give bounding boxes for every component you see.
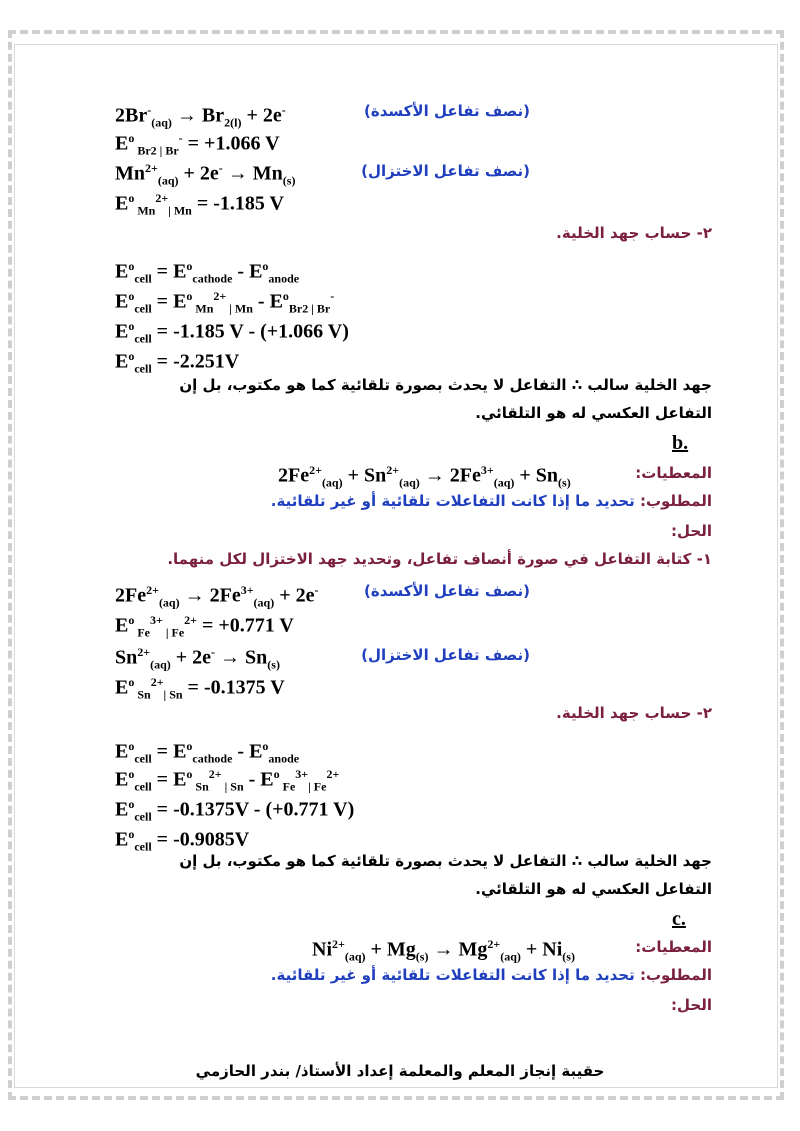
- step1-heading: ١- كتابة التفاعل في صورة أنصاف تفاعل، وتحديد جهد الاختزال لكل منهما.: [167, 550, 712, 568]
- cell-result-b: $E^o_{cell} = -0.9085V$: [115, 827, 250, 854]
- solution-label: الحل:: [671, 522, 712, 540]
- oxidation-label-b: (نصف تفاعل الأكسدة): [364, 582, 530, 600]
- cell-numeric-b: $E^o_{cell} = -0.1375V - (+0.771$ V): [115, 797, 355, 824]
- step2-heading: ٢- حساب جهد الخلية.: [556, 224, 712, 242]
- reduction-label: (نصف تفاعل الاختزال): [361, 162, 530, 180]
- required-line: المطلوب: تحديد ما إذا كانت التفاعلات تلقائية أو غير تلقائية.: [270, 492, 712, 510]
- oxidation-half-reaction-br: $2Br^-_{(aq)} \to Br_{2(l)} + 2e^-$: [115, 103, 286, 130]
- part-letter-c: c.: [672, 908, 686, 930]
- cell-substitution-b: $E^o_{cell} = E^o$ $_{Sn}^{2+}$ $_{| Sn} - E^o$ $_{Fe}^{3+}_{| Fe}^{2+}$: [115, 767, 340, 794]
- given-label-c: المعطيات:: [635, 938, 712, 956]
- cell-formula-b: $E^o_{cell} = E^o_{cathode} - E^o_{anode}$: [115, 739, 300, 766]
- cell-substitution: $E^o_{cell} = E^o$ $_{Mn}^{2+}$ $_{| Mn} - E^o_{Br2 | Br}^-$: [115, 289, 335, 316]
- cell-numeric: $E^o_{cell} = -1.185$ V - (+1.066 V): [115, 319, 349, 346]
- conclusion-line2: التفاعل العكسي له هو التلقائي.: [475, 404, 712, 422]
- conclusion-line1: جهد الخلية سالب ∴ التفاعل لا يحدث بصورة تلقائية كما هو مكتوب، بل إن: [179, 376, 712, 394]
- given-equation-c: $Ni^{2+}_{(aq)} + Mg_{(s)} \to Mg^{2+}_{(aq)} + Ni_{(s)}$: [312, 937, 575, 964]
- part-letter-b: b.: [672, 432, 689, 454]
- e-br-value: $E^o$ $_{Br2 | Br}$- = +1.066 V: [115, 131, 280, 158]
- oxidation-label: (نصف تفاعل الأكسدة): [364, 102, 530, 120]
- e-mn-value: $E^o$ $_{Mn}^{2+}_{| Mn}$ = -1.185 V: [115, 191, 284, 218]
- reduction-half-reaction-sn: $Sn^{2+}_{(aq)} + 2e^- \to Sn_{(s)}$: [115, 645, 280, 672]
- e-sn-value: $E^o$ $_{Sn}^{2+}_{| Sn}$ = -0.1375 V: [115, 675, 285, 702]
- given-equation-b: $2Fe^{2+}_{(aq)} + Sn^{2+}_{(aq)} \to 2Fe^{3+}_{(aq)} + Sn_{(s)}$: [278, 463, 571, 490]
- required-line-c: المطلوب: تحديد ما إذا كانت التفاعلات تلقائية أو غير تلقائية.: [270, 966, 712, 984]
- step2-heading-b: ٢- حساب جهد الخلية.: [556, 704, 712, 722]
- reduction-label-b: (نصف تفاعل الاختزال): [361, 646, 530, 664]
- reduction-half-reaction-mn: $Mn^{2+}_{(aq)} + 2e^- \to Mn_{(s)}$: [115, 161, 296, 188]
- oxidation-half-reaction-fe: $2Fe^{2+}_{(aq)} \to 2Fe^{3+}_{(aq)} + 2e^-$: [115, 583, 319, 610]
- solution-label-c: الحل:: [671, 996, 712, 1014]
- given-label: المعطيات:: [635, 464, 712, 482]
- cell-formula: $E^o_{cell} = E^o_{cathode} - E^o_{anode}$: [115, 259, 300, 286]
- conclusion-line2-b: التفاعل العكسي له هو التلقائي.: [475, 880, 712, 898]
- conclusion-line1-b: جهد الخلية سالب ∴ التفاعل لا يحدث بصورة تلقائية كما هو مكتوب، بل إن: [179, 852, 712, 870]
- e-fe-value: $E^o$ $_{Fe}^{3+}$ $_{| Fe}^{2+}$ = +0.771 V: [115, 613, 294, 640]
- cell-result: $E^o_{cell} = -2.251V$: [115, 349, 240, 376]
- page-footer: حقيبة إنجاز المعلم والمعلمة إعداد الأستاذ/ بندر الحازمي: [195, 1062, 605, 1080]
